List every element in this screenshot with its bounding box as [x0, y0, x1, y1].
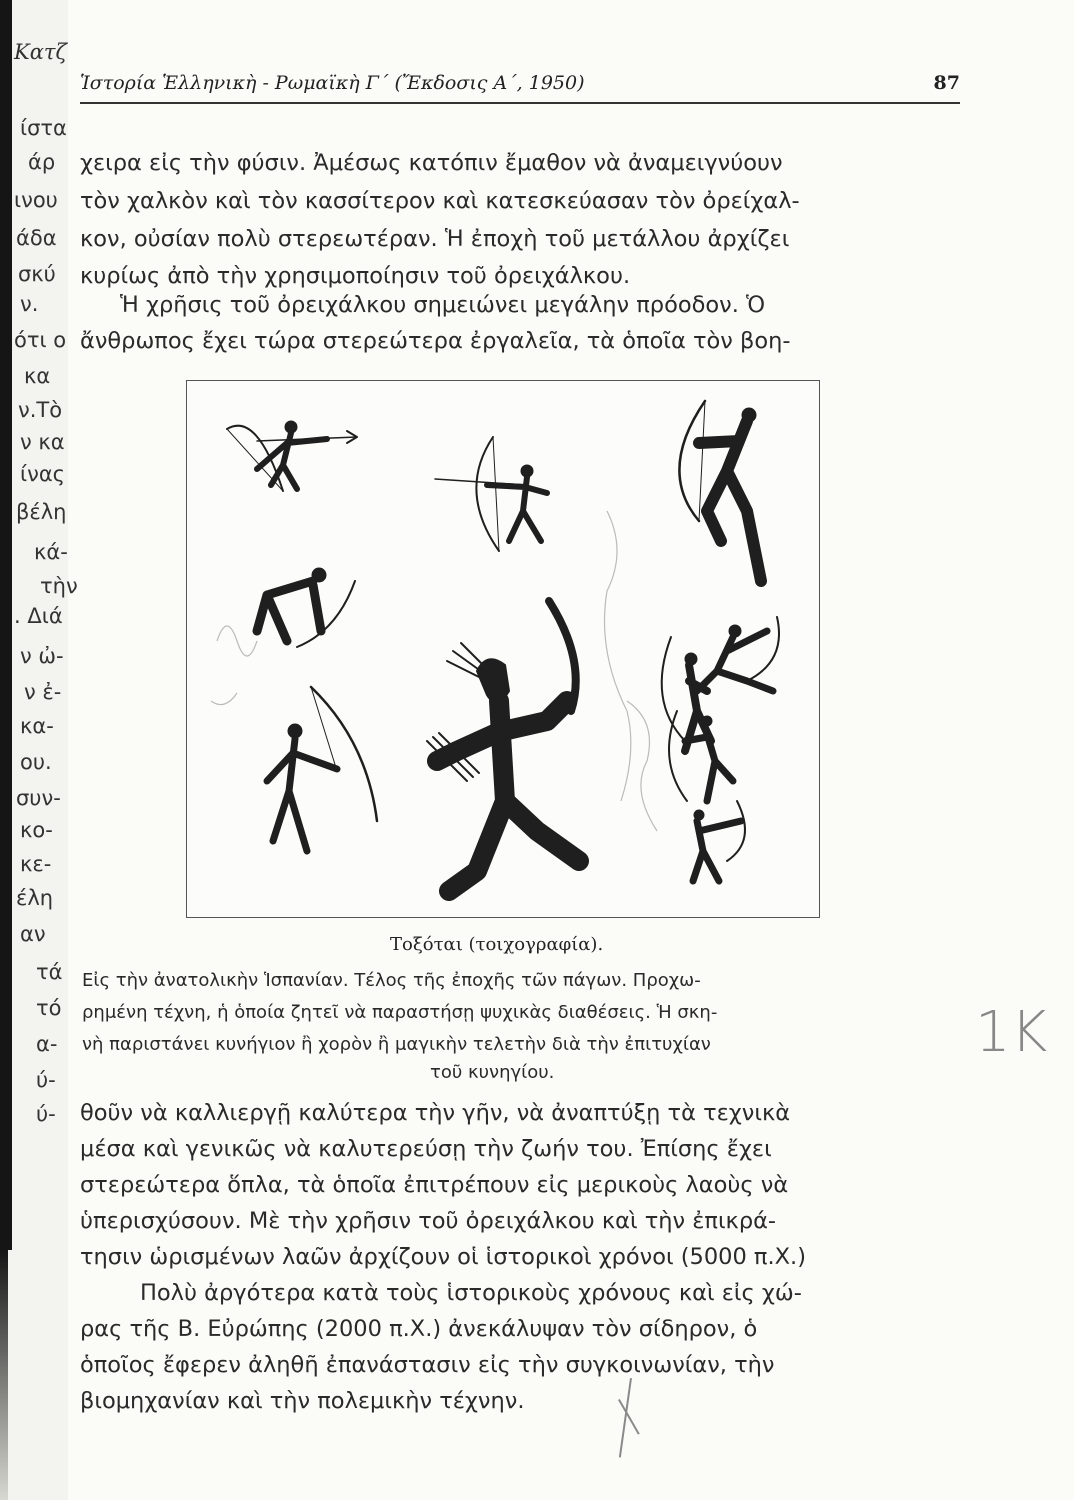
facing-page-fragment: συν-: [16, 786, 61, 810]
text-line: βιομηχανίαν καὶ τὴν πολεμικὴν τέχνην.: [80, 1388, 525, 1414]
cave-painting-figure: [186, 380, 820, 918]
facing-page-fragment: σκύ: [18, 262, 56, 286]
text-line: ὑπερισχύσουν. Μὲ τὴν χρῆσιν τοῦ ὀρειχάλκου καὶ τὴν ἐπικρά-: [80, 1208, 777, 1234]
text-line: τὸν χαλκὸν καὶ τὸν κασσίτερον καὶ κατεσκεύασαν τὸν ὀρείχαλ-: [80, 188, 800, 214]
page-number: 87: [933, 72, 960, 94]
archer-figure: [679, 401, 761, 581]
facing-page-fragment: τὴν: [40, 574, 78, 598]
facing-page-fragment: άδα: [16, 226, 57, 250]
archer-figure: [435, 437, 547, 551]
pencil-mark: [618, 1399, 640, 1435]
facing-page-fragment: ν κα: [20, 430, 65, 454]
facing-page-fragment: ύ-: [36, 1068, 56, 1092]
archer-figure: [427, 601, 579, 891]
facing-page-fragment: α-: [36, 1032, 58, 1056]
text-line: μέσα καὶ γενικῶς νὰ καλυτερεύσῃ τὴν ζωήν του. Ἐπίσης ἔχει: [80, 1136, 772, 1162]
text-line: τησιν ὡρισμένων λαῶν ἀρχίζουν οἱ ἱστορικοὶ χρόνοι (5000 π.Χ.): [80, 1244, 806, 1270]
facing-page-fragment: ν.Τὸ: [18, 398, 63, 422]
figure-caption-title: Τοξόται (τοιχογραφία).: [390, 934, 604, 955]
text-line: Πολὺ ἀργότερα κατὰ τοὺς ἱστορικοὺς χρόνους καὶ εἰς χώ-: [140, 1280, 802, 1306]
text-line: στερεώτερα ὅπλα, τὰ ὁποῖα ἐπιτρέπουν εἰς μερικοὺς λαοὺς νὰ: [80, 1172, 789, 1198]
figure-caption-line: ρημένη τέχνη, ἡ ὁποία ζητεῖ νὰ παραστήσῃ ψυχικὰς διαθέσεις. Ἡ σκη-: [82, 1002, 718, 1023]
margin-handwritten-note: 1K: [975, 1000, 1048, 1065]
facing-page-fragment: κά-: [34, 540, 68, 564]
facing-page-fragment: κα-: [20, 714, 54, 738]
archers-painting: [187, 381, 819, 917]
facing-page-fragment: ίστα: [20, 116, 67, 140]
figure-caption-line: Εἰς τὴν ἀνατολικὴν Ἱσπανίαν. Τέλος τῆς ἐποχῆς τῶν πάγων. Προχω-: [82, 970, 701, 991]
figure-caption-line: νὴ παριστάνει κυνήγιον ἢ χορὸν ἢ μαγικὴν τελετὴν διὰ τὴν ἐπιτυχίαν: [82, 1034, 711, 1055]
archer-figure: [267, 687, 377, 851]
facing-page-fragment: ν ἐ-: [24, 680, 62, 704]
facing-page-fragment: άρ: [28, 150, 56, 174]
facing-page-fragment: ν.: [20, 292, 39, 316]
archer-figure: [257, 568, 355, 647]
running-head-title: Ἱστορία Ἑλληνικὴ - Ρωμαϊκὴ Γ΄ (Ἔκδοσις Α΄, 1950): [80, 72, 585, 94]
facing-page-fragment: ν ὠ-: [20, 644, 64, 668]
facing-page-fragment: βέλη: [16, 500, 67, 524]
facing-page-fragment: τά: [36, 960, 63, 984]
facing-page-fragment: κε-: [20, 852, 52, 876]
running-head: [80, 72, 960, 102]
facing-page-fragment: κα: [24, 364, 51, 388]
facing-page-fragment: ου.: [20, 750, 52, 774]
facing-page-fragment: ότι ο: [14, 328, 67, 352]
text-line: ἄνθρωπος ἔχει τώρα στερεώτερα ἐργαλεῖα, τὰ ὁποῖα τὸν βοη-: [80, 328, 791, 354]
archer-figure: [227, 421, 357, 491]
text-line: Ἡ χρῆσις τοῦ ὀρειχάλκου σημειώνει μεγάλην πρόοδον. Ὁ: [120, 292, 766, 318]
figure-caption-line: τοῦ κυνηγίου.: [430, 1062, 555, 1083]
text-line: ὁποῖος ἔφερεν ἀληθῆ ἐπανάστασιν εἰς τὴν συγκοινωνίαν, τὴν: [80, 1352, 775, 1378]
facing-page-fragment: ύ-: [36, 1102, 56, 1126]
text-line: θοῦν νὰ καλλιεργῇ καλύτερα τὴν γῆν, νὰ ἀναπτύξῃ τὰ τεχνικὰ: [80, 1100, 791, 1126]
facing-page-fragment: ινου: [14, 188, 58, 212]
pencil-scribbles: [211, 511, 657, 831]
facing-page-fragment: έλη: [16, 886, 54, 910]
text-line: χειρα εἰς τὴν φύσιν. Ἀμέσως κατόπιν ἔμαθον νὰ ἀναμειγνύουν: [80, 150, 783, 176]
text-line: ρας τῆς Β. Εὐρώπης (2000 π.Χ.) ἀνεκάλυψαν τὸν σίδηρον, ὁ: [80, 1316, 758, 1342]
facing-page-fragment: αν: [20, 922, 46, 946]
facing-page-fragment: κο-: [20, 818, 53, 842]
facing-page-fragments: [0, 0, 90, 1500]
facing-page-fragment: Κατζ: [14, 40, 67, 64]
archer-figure: [693, 801, 745, 881]
facing-page-fragment: ίνας: [20, 462, 66, 486]
text-line: κυρίως ἀπὸ τὴν χρησιμοποίησιν τοῦ ὀρειχάλκου.: [80, 263, 631, 289]
header-rule: [80, 102, 960, 104]
facing-page-fragment: τό: [36, 996, 62, 1020]
archer-figure: [697, 617, 779, 691]
facing-page-fragment: . Διά: [14, 604, 63, 628]
text-line: κον, οὐσίαν πολὺ στερεωτέραν. Ἡ ἐποχὴ τοῦ μετάλλου ἀρχίζει: [80, 226, 790, 252]
